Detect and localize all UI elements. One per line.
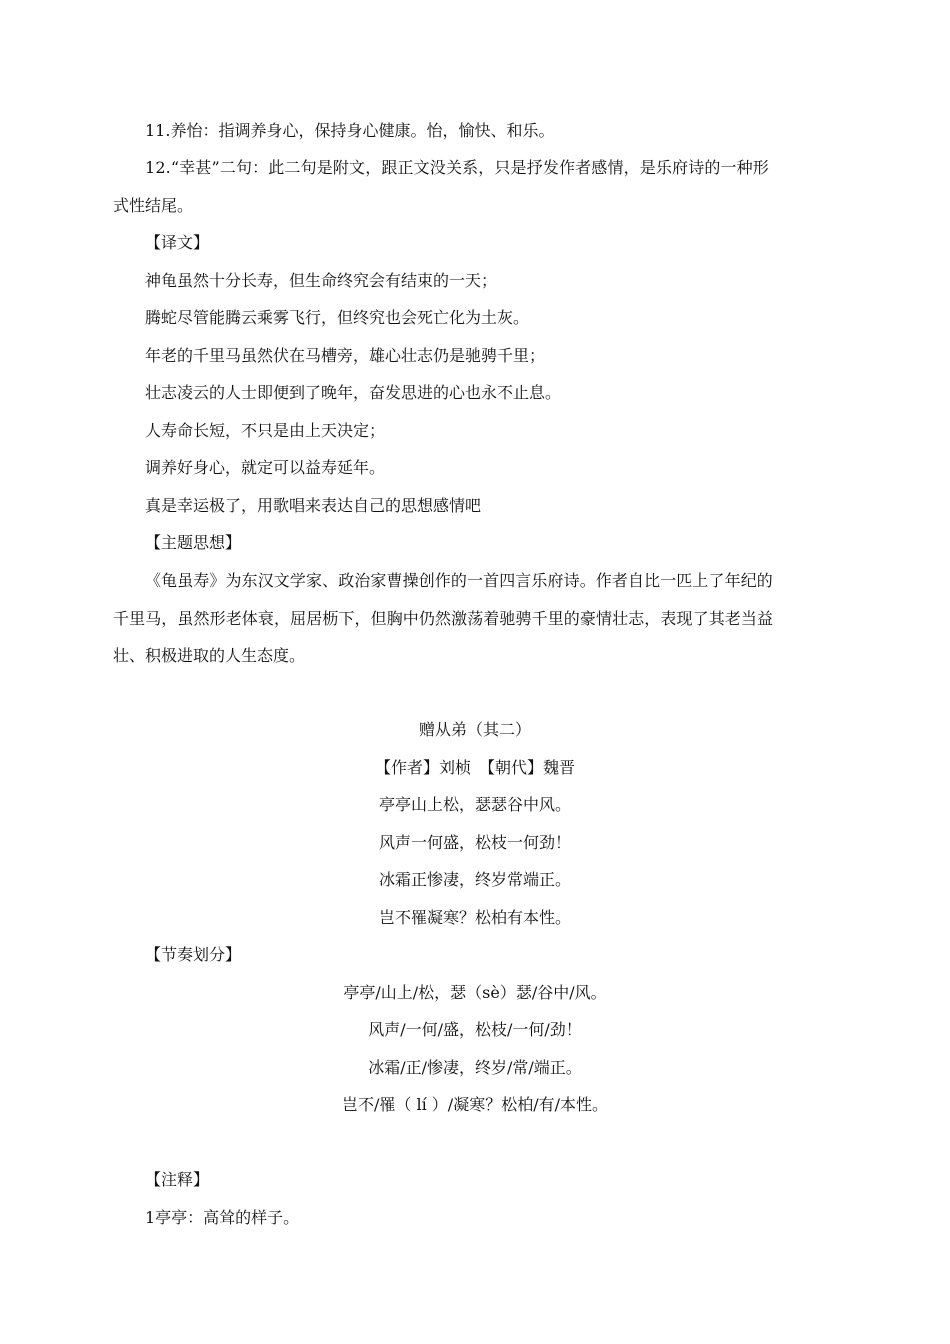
translation-line: 人寿命长短，不只是由上天决定； xyxy=(145,421,386,440)
note-12-line-2: 式性结尾。 xyxy=(113,196,194,215)
translation-line: 调养好身心，就定可以益寿延年。 xyxy=(145,458,386,477)
poem-line: 冰霜正惨凄，终岁常端正。 xyxy=(378,870,571,889)
poem-line: 亭亭山上松，瑟瑟谷中风。 xyxy=(378,795,571,814)
rhythm-line: 冰霜/正/惨凄，终岁/常/端正。 xyxy=(368,1058,582,1077)
rhythm-line: 亭亭/山上/松，瑟（sè）瑟/谷中/风。 xyxy=(343,983,607,1002)
poem-line: 风声一何盛，松枝一何劲！ xyxy=(378,833,571,852)
translation-line: 神龟虽然十分长寿，但生命终究会有结束的一天； xyxy=(145,271,498,290)
poem-byline: 【作者】刘桢 【朝代】魏晋 xyxy=(374,758,575,777)
translation-line: 壮志凌云的人士即便到了晚年，奋发思进的心也永不止息。 xyxy=(145,383,562,402)
theme-heading: 【主题思想】 xyxy=(145,533,242,552)
annotations-heading: 【注释】 xyxy=(145,1170,210,1189)
theme-line: 《龟虽寿》为东汉文学家、政治家曹操创作的一首四言乐府诗。作者自比一匹上了年纪的 xyxy=(145,571,773,590)
annotation-item: 1亭亭：高耸的样子。 xyxy=(145,1208,300,1227)
note-11: 11.养怡：指调养身心，保持身心健康。怡，愉快、和乐。 xyxy=(145,121,555,140)
translation-line: 真是幸运极了，用歌唱来表达自己的思想感情吧 xyxy=(145,496,482,515)
translation-line: 腾蛇尽管能腾云乘雾飞行，但终究也会死亡化为土灰。 xyxy=(145,308,530,327)
translation-heading: 【译文】 xyxy=(145,233,210,252)
rhythm-line: 风声/一何/盛，松枝/一何/劲！ xyxy=(368,1020,582,1039)
note-12-line-1: 12.“幸甚”二句：此二句是附文，跟正文没关系，只是抒发作者感情，是乐府诗的一种形 xyxy=(145,158,769,177)
rhythm-line: 岂不/罹（ lí ）/凝寒？松柏/有/本性。 xyxy=(342,1095,608,1114)
theme-line: 千里马，虽然形老体衰，屈居枥下，但胸中仍然激荡着驰骋千里的豪情壮志，表现了其老当益 xyxy=(113,609,774,628)
poem-title: 赠从弟（其二） xyxy=(418,720,531,739)
theme-line: 壮、积极进取的人生态度。 xyxy=(113,646,306,665)
rhythm-heading: 【节奏划分】 xyxy=(145,945,242,964)
translation-line: 年老的千里马虽然伏在马槽旁，雄心壮志仍是驰骋千里； xyxy=(145,346,546,365)
poem-line: 岂不罹凝寒？松柏有本性。 xyxy=(378,908,571,927)
